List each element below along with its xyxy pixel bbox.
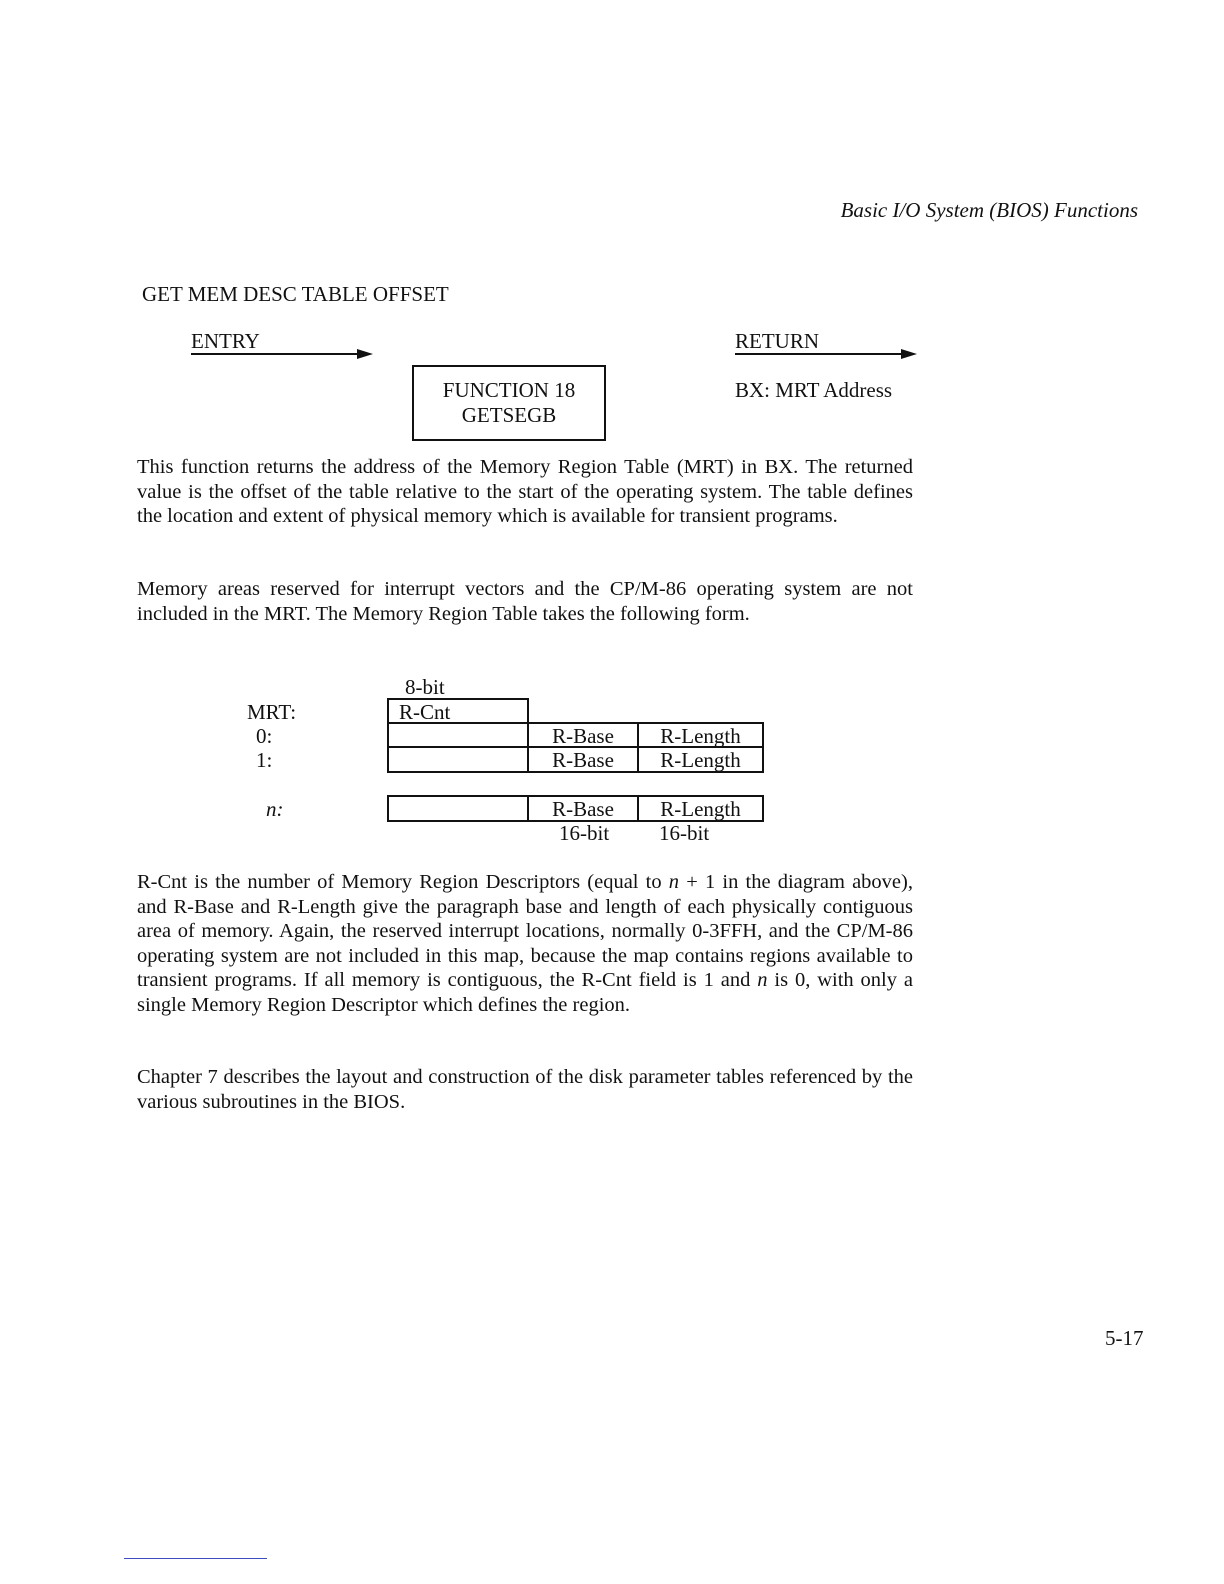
row-n-rbase-cell: R-Base [527, 795, 639, 822]
row-1-rlength-cell: R-Length [637, 746, 764, 773]
row-1-label: 1: [256, 748, 273, 772]
running-header: Basic I/O System (BIOS) Functions [840, 198, 1138, 222]
mrt-label: MRT: [247, 700, 297, 724]
rcnt-cell: R-Cnt [387, 698, 529, 724]
row-1-empty-cell [387, 746, 529, 773]
function-box [412, 365, 606, 441]
entry-arrow-line [191, 353, 359, 355]
page-number: 5-17 [1105, 1326, 1144, 1350]
section-title: GET MEM DESC TABLE OFFSET [142, 282, 449, 306]
rcnt-width-label: 8-bit [405, 675, 445, 699]
explanation-text-2: + 1 in the diagram above), and R-Base and R-Length give the paragraph base and length of each physically contiguous area of memory. Again, the reserved interrupt locations, normally 0-3FFH, and the CP/M-86 operating system are not included in this map, because the map contains regions available to transient programs. If all memory is contiguous, the R-Cnt field is 1 and [137, 871, 913, 991]
rlength-width-label: 16-bit [659, 821, 710, 845]
row-n-empty-cell [387, 795, 529, 822]
row-0-empty-cell [387, 722, 529, 748]
return-label: RETURN [735, 329, 819, 353]
row-1-rbase-cell: R-Base [527, 746, 639, 773]
intro-paragraph: This function returns the address of the Memory Region Table (MRT) in BX. The returned value is the offset of the table relative to the start of the operating system. The table defines the location and extent of physical memory which is available for transient programs. [137, 456, 913, 527]
explanation-text-1: R-Cnt is the number of Memory Region Descriptors (equal to [137, 871, 669, 893]
explanation-text-3: is 0, with only a single Memory Region Descriptor which defines the region. [137, 969, 913, 1016]
footnote-rule [124, 1558, 267, 1559]
row-0-rbase-cell: R-Base [527, 722, 639, 748]
return-value: BX: MRT Address [735, 378, 893, 402]
entry-arrow-icon [357, 349, 373, 359]
return-arrow-line [735, 353, 903, 355]
explanation-n-2: n [757, 969, 768, 991]
row-0-rlength-cell: R-Length [637, 722, 764, 748]
chapter-7-paragraph: Chapter 7 describes the layout and construction of the disk parameter tables referenced by the various subroutines in the BIOS. [137, 1066, 913, 1113]
rcnt-explanation-paragraph [137, 870, 913, 1017]
return-arrow-icon [901, 349, 917, 359]
function-name: GETSEGB [461, 403, 557, 427]
mrt-paragraph: Memory areas reserved for interrupt vectors and the CP/M-86 operating system are not included in the MRT. The Memory Region Table takes the following form. [137, 578, 913, 625]
row-n-rlength-cell: R-Length [637, 795, 764, 822]
row-0-label: 0: [256, 724, 273, 748]
entry-label: ENTRY [191, 329, 260, 353]
explanation-n-1: n [668, 871, 680, 893]
function-number: FUNCTION 18 [442, 378, 576, 402]
row-n-label: n: [266, 797, 284, 821]
rbase-width-label: 16-bit [559, 821, 610, 845]
